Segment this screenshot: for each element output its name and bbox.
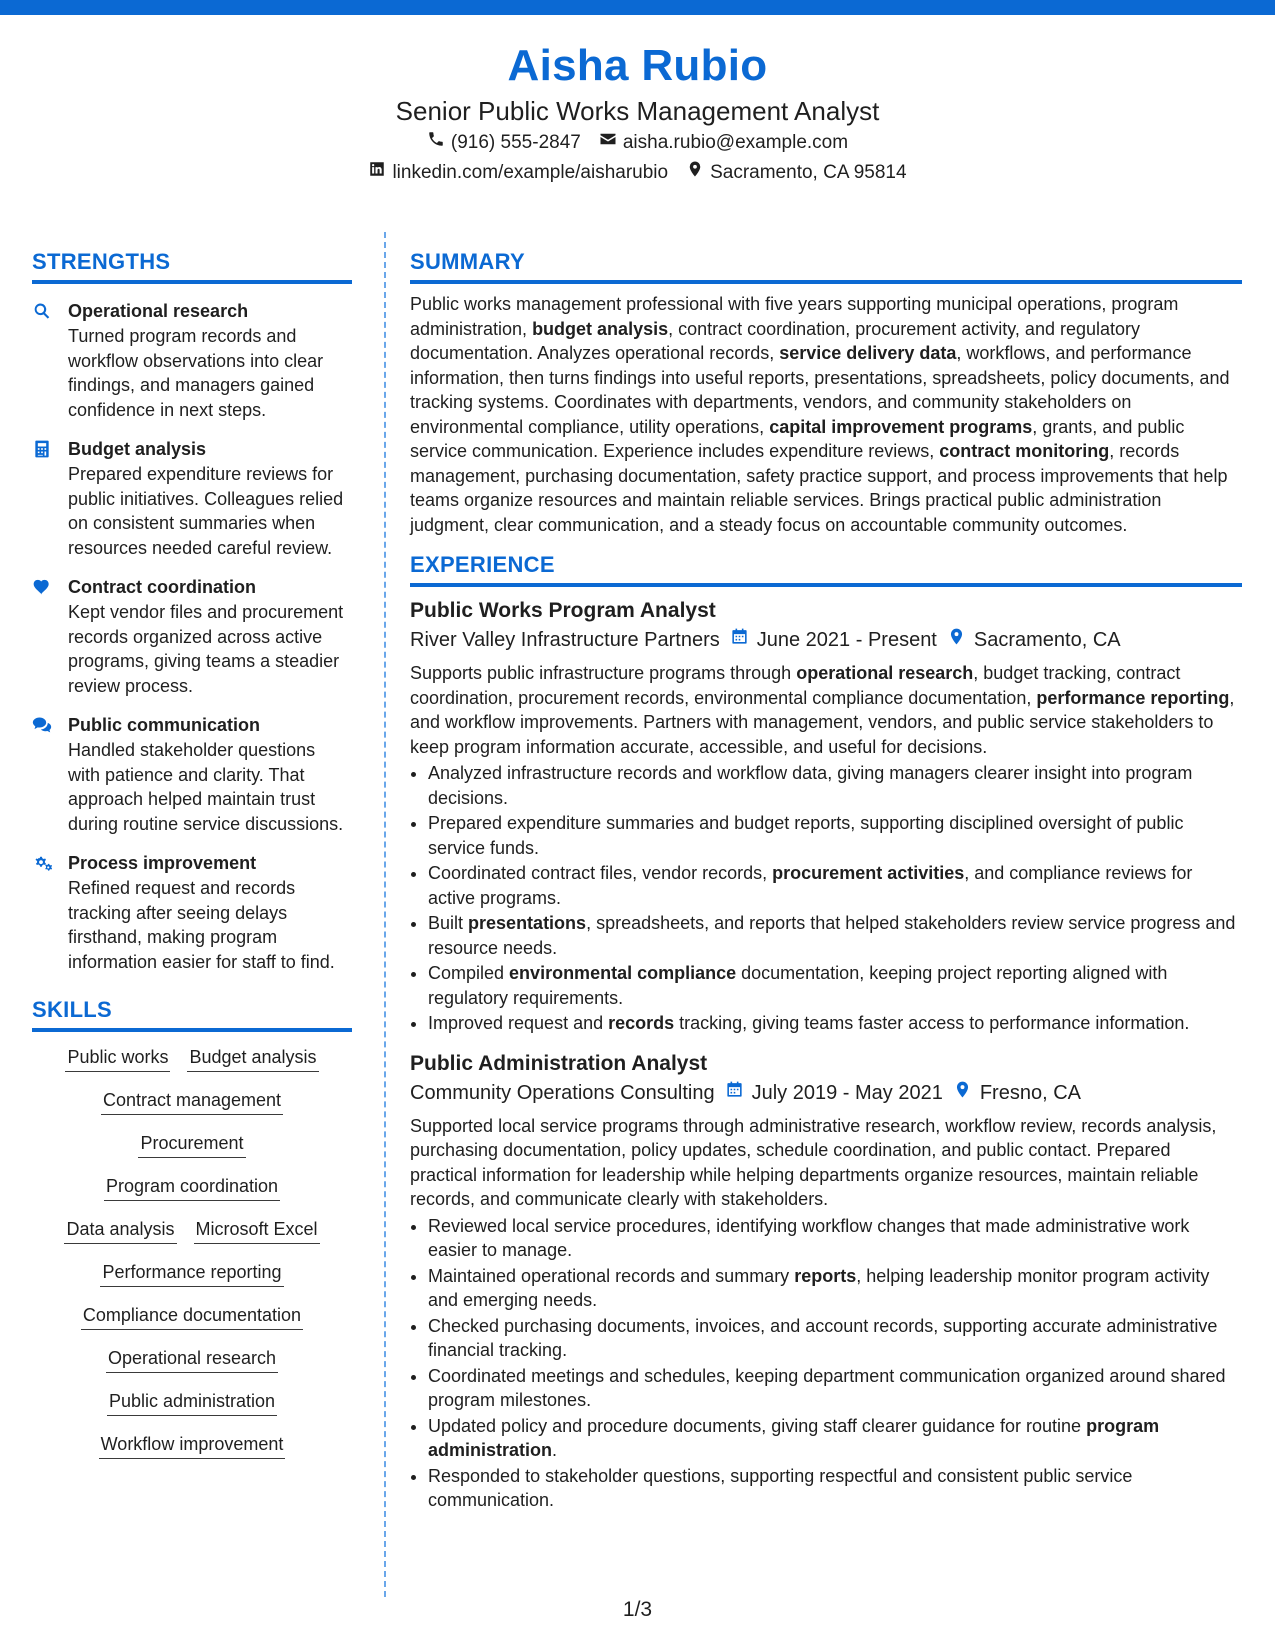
page-number: 1/3: [622, 1598, 653, 1621]
strengths-list: [32, 298, 352, 974]
strength-title: Contract coordination: [68, 577, 256, 597]
strength-text: [68, 298, 352, 422]
location-text: Sacramento, CA 95814: [710, 162, 907, 183]
company-name: Community Operations Consulting: [410, 1081, 715, 1104]
strength-item: [32, 298, 352, 422]
company-name: River Valley Infrastructure Partners: [410, 629, 720, 651]
job-bullet: • Analyzed infrastructure records and workflow data, giving managers clearer insight into program decisions.: [428, 761, 1242, 810]
phone-number: (916) 555-2847: [450, 132, 581, 153]
job-bullet: • Updated policy and procedure documents, giving staff clearer guidance for routine program administration.: [428, 1414, 1242, 1463]
strength-item: [32, 574, 352, 698]
emphasis-keyword: presentations: [468, 913, 587, 933]
skill-row: [32, 1044, 352, 1072]
skill-row: [32, 1216, 352, 1244]
linkedin-url[interactable]: linkedin.com/example/aisharubio: [392, 162, 669, 183]
job-bullets: [410, 1214, 1242, 1513]
emphasis-keyword: service delivery data: [779, 343, 957, 363]
location-item: [686, 158, 906, 188]
strength-description: Kept vendor files and procurement records organized across active programs, giving teams a steadier review process.: [68, 602, 344, 696]
job-meta: [410, 625, 1242, 655]
right-column: [410, 248, 1242, 1514]
job-description: Supports public infrastructure programs through operational research, budget tracking, contract coordination, procurement records, environmental compliance documentation, performance reporting, and workflow improvements. Partners with management, vendors, and public service stakeholders to keep program information accurate, accessible, and useful for decisions.: [410, 663, 1235, 757]
top-accent-bar: [0, 0, 1275, 15]
emphasis-keyword: contract monitoring: [939, 441, 1110, 461]
job-entry: [410, 597, 1242, 1036]
emphasis-keyword: records: [608, 1013, 675, 1033]
strength-title: Public communication: [68, 715, 261, 735]
strength-description: Turned program records and workflow observations into clear findings, and managers gained confidence in next steps.: [68, 326, 324, 420]
emphasis-keyword: capital improvement programs: [769, 416, 1033, 437]
skill-row: [32, 1173, 352, 1201]
job-bullet: • Compiled environmental compliance documentation, keeping project reporting aligned with regulatory requirements.: [428, 961, 1242, 1010]
job-dates: [730, 625, 937, 655]
job-bullet: • Maintained operational records and summary reports, helping leadership monitor program activity and emerging needs.: [428, 1264, 1242, 1313]
job-meta: [410, 1078, 1242, 1108]
skill-tag: Procurement: [138, 1130, 245, 1158]
contact-row-1: [0, 128, 1275, 158]
emphasis-keyword: performance reporting: [1036, 687, 1230, 708]
strength-item: [32, 850, 352, 974]
skill-row: [32, 1130, 352, 1158]
email-address[interactable]: aisha.rubio@example.com: [622, 132, 849, 153]
column-divider: [384, 232, 386, 1597]
job-bullet: • Checked purchasing documents, invoices, and account records, supporting accurate administrative financial tracking.: [428, 1314, 1242, 1363]
search-icon: [32, 298, 68, 422]
email-item[interactable]: [599, 128, 848, 158]
strength-description: Prepared expenditure reviews for public initiatives. Colleagues relied on consistent summaries when resources needed careful review.: [68, 464, 344, 558]
candidate-title: Senior Public Works Management Analyst: [395, 96, 880, 126]
skill-row: [32, 1302, 352, 1330]
emphasis-keyword: procurement activities: [772, 863, 965, 883]
skill-row: [32, 1087, 352, 1115]
skill-tag: Performance reporting: [100, 1259, 283, 1287]
map-pin-icon: [686, 158, 704, 188]
strengths-heading: STRENGTHS: [32, 248, 352, 284]
skill-tag: Compliance documentation: [81, 1302, 303, 1330]
strength-text: [68, 850, 352, 974]
skills-list: [32, 1044, 352, 1459]
emphasis-keyword: program administration: [428, 1415, 1160, 1460]
left-column: [32, 248, 352, 1474]
strength-text: [68, 574, 352, 698]
strength-title: Operational research: [68, 301, 249, 321]
skill-row: [32, 1345, 352, 1373]
job-bullet: • Improved request and records tracking, giving teams faster access to performance information.: [428, 1011, 1242, 1036]
candidate-name: Aisha Rubio: [507, 41, 768, 90]
dates-text: July 2019 - May 2021: [751, 1081, 943, 1104]
job-entry: [410, 1050, 1242, 1513]
strength-text: [68, 712, 352, 836]
job-description: Supported local service programs through administrative research, workflow review, records analysis, purchasing documentation, policy updates, schedule coordination, and public contact. Prepared practical information for leadership while helping departments organize resources, maintain reliable records, and communicate clearly with stakeholders.: [410, 1115, 1217, 1209]
experience-heading: EXPERIENCE: [410, 551, 1242, 587]
calendar-icon: [730, 625, 749, 655]
emphasis-keyword: reports: [794, 1265, 857, 1286]
linkedin-item[interactable]: [368, 158, 668, 188]
job-bullet: • Coordinated contract files, vendor records, procurement activities, and compliance reviews for active programs.: [428, 861, 1242, 910]
envelope-icon: [599, 128, 617, 158]
calendar-icon: [725, 1078, 744, 1108]
job-bullet: • Prepared expenditure summaries and budget reports, supporting disciplined oversight of public service funds.: [428, 811, 1242, 860]
emphasis-keyword: budget analysis: [532, 318, 669, 339]
heart-icon: [32, 574, 68, 698]
job-bullets: [410, 761, 1242, 1036]
job-bullet: • Reviewed local service procedures, identifying workflow changes that made administrative work easier to manage.: [428, 1214, 1242, 1263]
gears-icon: [32, 850, 68, 974]
strength-description: Refined request and records tracking after seeing delays firsthand, making program information easier for staff to find.: [68, 878, 335, 972]
strength-description: Handled stakeholder questions with patience and clarity. That approach helped maintain trust during routine service discussions.: [68, 740, 344, 834]
dates-text: June 2021 - Present: [756, 629, 937, 651]
summary-heading: SUMMARY: [410, 248, 1242, 284]
emphasis-keyword: operational research: [796, 663, 974, 683]
comments-icon: [32, 712, 68, 836]
skill-tag: Operational research: [106, 1345, 278, 1373]
experience-list: [410, 597, 1242, 1513]
strength-text: [68, 436, 352, 560]
job-bullet: • Built presentations, spreadsheets, and reports that helped stakeholders review service progress and resource needs.: [428, 911, 1242, 960]
skill-row: [32, 1259, 352, 1287]
skills-heading: SKILLS: [32, 996, 352, 1032]
linkedin-icon: [368, 158, 386, 188]
job-title: Public Works Program Analyst: [410, 599, 716, 622]
skill-tag: Program coordination: [104, 1173, 280, 1201]
calculator-icon: [32, 436, 68, 560]
map-pin-icon: [953, 1078, 972, 1108]
strength-title: Budget analysis: [68, 439, 207, 459]
strength-item: [32, 712, 352, 836]
resume-header: [0, 40, 1275, 188]
skill-tag: Data analysis: [64, 1216, 176, 1244]
skill-row: [32, 1388, 352, 1416]
job-title: Public Administration Analyst: [410, 1051, 708, 1075]
strength-item: [32, 436, 352, 560]
skill-tag: Workflow improvement: [99, 1431, 286, 1459]
strength-title: Process improvement: [68, 853, 257, 873]
job-location: [947, 625, 1121, 655]
phone-icon: [427, 128, 445, 158]
map-pin-icon: [947, 625, 966, 655]
job-dates: [725, 1078, 943, 1108]
skill-tag: Public works: [65, 1044, 170, 1072]
job-bullet: • Coordinated meetings and schedules, keeping department communication organized around shared program milestones.: [428, 1364, 1242, 1413]
summary-text: Public works management professional with five years supporting municipal operations, program administration, budget analysis, contract coordination, procurement activity, and regulatory documentation. Analyzes operational records, service delivery data, workflows, and performance information, then turns findings into useful reports, presentations, spreadsheets, policy documents, and tracking systems. Coordinates with departments, vendors, and community stakeholders on environmental compliance, utility operations, capital improvement programs, grants, and public service communication. Experience includes expenditure reviews, contract monitoring, records management, purchasing documentation, safety practice support, and process improvements that help teams organize resources and maintain reliable services. Brings practical public administration judgment, clear communication, and a steady focus on accountable community outcomes.: [410, 294, 1230, 535]
phone-item: [427, 128, 581, 158]
skill-row: [32, 1431, 352, 1459]
location-text: Sacramento, CA: [973, 629, 1121, 651]
contact-row-2: [0, 158, 1275, 188]
emphasis-keyword: environmental compliance: [509, 963, 737, 983]
skill-tag: Contract management: [101, 1087, 283, 1115]
job-bullet: • Responded to stakeholder questions, supporting respectful and consistent public service communication.: [428, 1464, 1242, 1513]
skill-tag: Budget analysis: [187, 1044, 318, 1072]
location-text: Fresno, CA: [979, 1081, 1081, 1104]
skill-tag: Public administration: [107, 1388, 277, 1416]
job-location: [953, 1078, 1081, 1108]
skill-tag: Microsoft Excel: [194, 1216, 320, 1244]
